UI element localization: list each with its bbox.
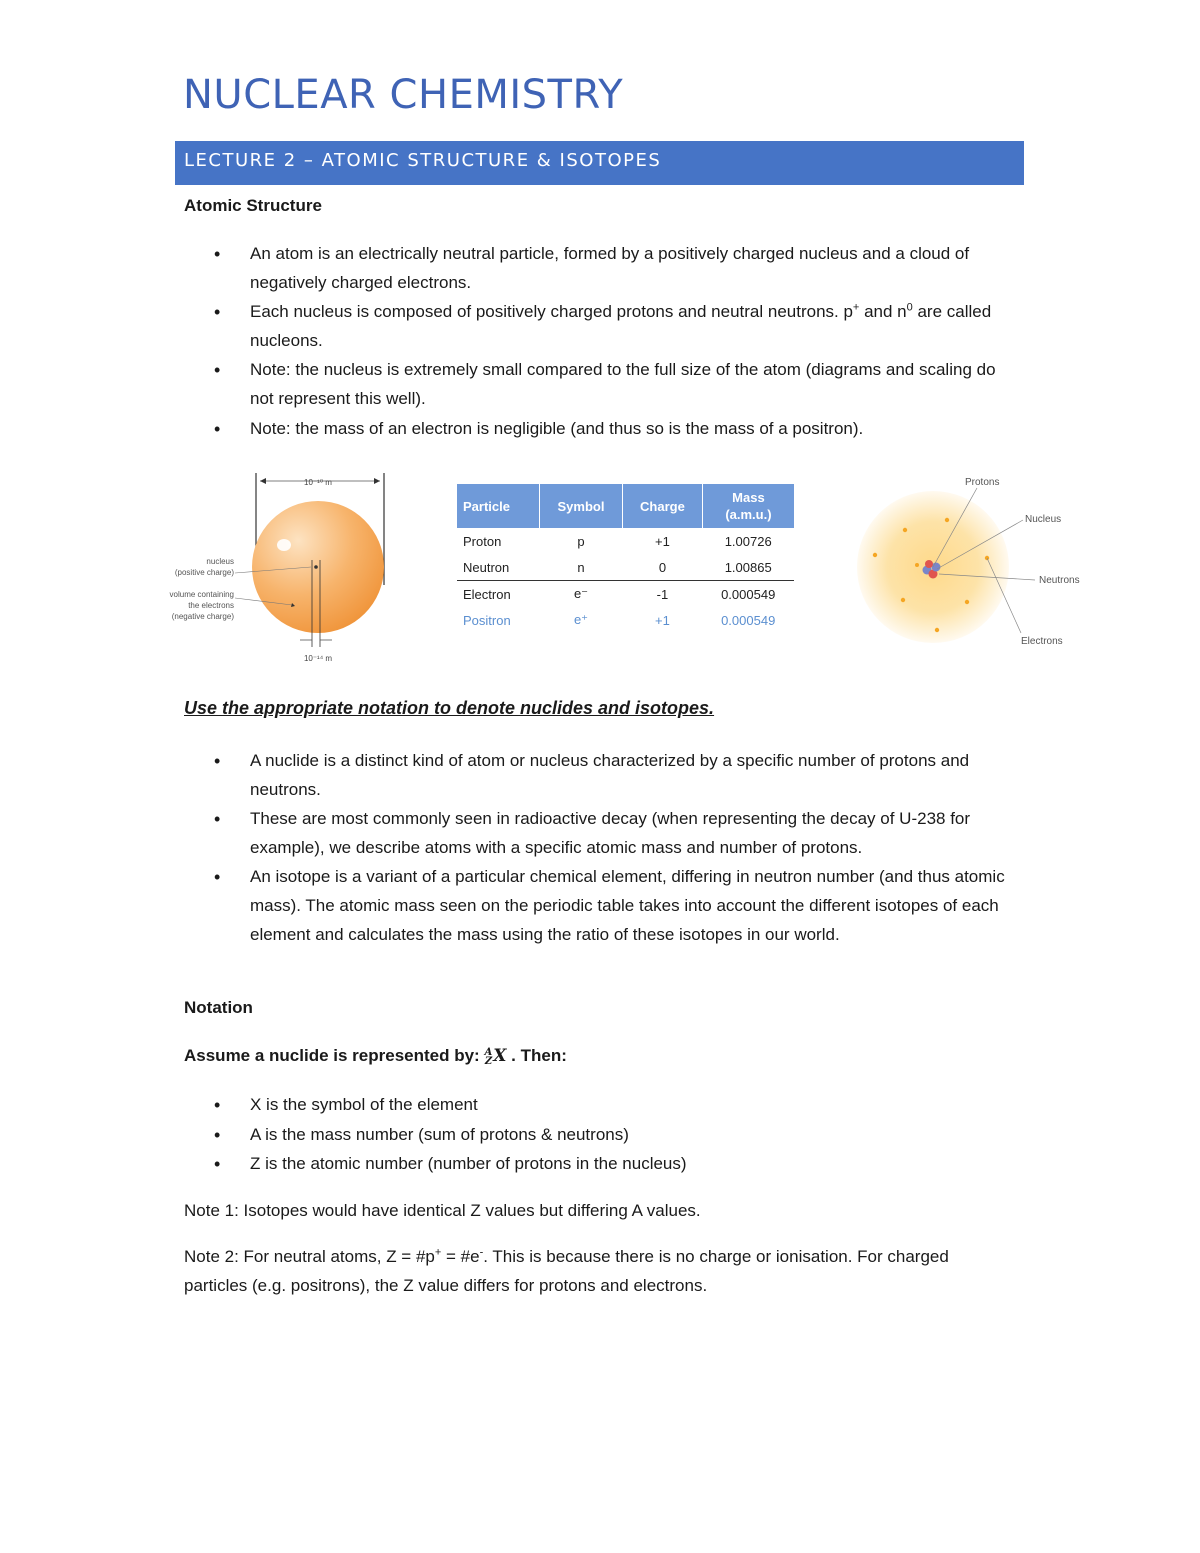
cell-symbol: e⁻ [573,586,589,601]
assumption-text: Assume a nuclide is represented by: [184,1046,485,1065]
table-row [457,607,794,633]
superscript: + [434,1246,442,1259]
cell-symbol: e⁺ [573,612,589,627]
neutrons-label: Neutrons [1039,575,1080,586]
cell-particle: Neutron [457,554,540,581]
volume-label: volume containing [169,590,234,599]
volume-electrons-label: the electrons [188,601,234,610]
atom-sphere [252,501,384,633]
atomic-number-script: Z [484,1055,493,1067]
nuclide-scripts [484,1048,492,1066]
cell-charge: +1 [655,533,670,549]
header-charge: Charge [622,484,702,528]
top-dimension-label: 10⁻¹⁰ m [304,478,332,487]
cell-mass: 0.000549 [721,612,776,628]
note-2 [184,1243,1014,1300]
cell-mass: 0.000549 [721,586,776,602]
mass-number-script: A [484,1046,493,1058]
list-item: • A is the mass number (sum of protons & neutrons) [184,1121,1014,1150]
bullet-text: are called nucleons. [250,302,992,350]
page-title: NUCLEAR CHEMISTRY [183,72,624,118]
cell-charge: +1 [655,612,670,628]
notation-heading: Notation [184,998,253,1017]
cell-particle: Proton [463,533,502,549]
table-header-row [457,484,794,528]
cell-mass: 1.00726 [724,533,772,549]
header-particle: Particle [457,484,540,528]
assumption-text: . Then: [506,1046,567,1065]
atom-size-diagram [160,465,400,670]
nuclides-list [184,747,1014,950]
list-item: • Z is the atomic number (number of protons in the nucleus) [184,1150,1014,1179]
superscript: + [852,301,860,314]
header-mass-label: Mass [732,490,765,505]
superscript: - [479,1246,484,1259]
element-symbol: X [493,1046,507,1066]
header-mass [702,484,794,528]
table-row [457,554,794,581]
nucleus-charge-label: (positive charge) [174,568,234,577]
cell-charge: -1 [656,586,669,602]
cell-mass: 1.00865 [702,554,794,581]
atomic-structure-list [184,240,1014,444]
list-item: • An atom is an electrically neutral particle, formed by a positively charged nucleus and a cloud of negatively charged electrons. [184,240,1014,297]
notation-list [184,1091,1014,1180]
note-text: = #e [441,1247,480,1266]
cell-symbol: n [540,554,623,581]
nucleus-proton [925,560,933,568]
table-row [457,528,794,554]
note-1: Note 1: Isotopes would have identical Z values but differing A values. [184,1201,701,1220]
list-item: • Note: the mass of an electron is negligible (and thus so is the mass of a positron). [184,415,1014,444]
cell-particle: Electron [463,586,511,602]
list-item: • These are most commonly seen in radioactive decay (when representing the decay of U-238 for example), we describe atoms with a specific atomic mass and number of protons. [184,805,1014,862]
note-text: Note 2: For neutral atoms, Z = #p [184,1247,435,1266]
list-item: • A nuclide is a distinct kind of atom or nucleus characterized by a specific number of protons and neutrons. [184,747,1014,804]
cell-charge: 0 [622,554,702,581]
list-item: • Note: the nucleus is extremely small compared to the full size of the atom (diagrams and scaling do not represent this well). [184,356,1014,413]
note-text: . This is because there is no charge or ionisation. For charged particles (e.g. positrons), the Z value differs for protons and electrons. [184,1247,949,1295]
protons-label: Protons [965,477,1000,488]
table-row [457,581,794,608]
list-item [184,298,1014,355]
lecture-title-bar: LECTURE 2 – ATOMIC STRUCTURE & ISOTOPES [175,141,1024,185]
header-mass-unit: (a.m.u.) [725,507,772,522]
nuclides-heading: Use the appropriate notation to denote nuclides and isotopes. [184,698,715,718]
list-item: • An isotope is a variant of a particular chemical element, differing in neutron number (and thus atomic mass). The atomic mass seen on the periodic table takes into account the different isotopes of each element and calculates the mass using the ratio of these isotopes in our world. [184,863,1014,949]
particle-table [457,484,794,633]
notation-assumption [184,1042,1014,1071]
bullet-text: and n [859,302,907,322]
header-symbol: Symbol [540,484,623,528]
cell-particle: Positron [463,612,511,628]
bullet-text: Each nucleus is composed of positively charged protons and neutral neutrons. p [250,302,853,322]
nuclide-symbol [484,1046,506,1066]
superscript: 0 [906,301,913,314]
nucleus-label: Nucleus [1025,514,1062,525]
electrons-label: Electrons [1021,636,1063,647]
atomic-structure-heading: Atomic Structure [184,196,322,215]
cell-symbol: p [577,533,585,549]
bottom-dimension-label: 10⁻¹⁴ m [303,654,333,663]
volume-charge-label: (negative charge) [171,612,234,621]
nucleus-label: nucleus [206,557,234,566]
list-item: • X is the symbol of the element [184,1091,1014,1120]
atom-illustration [855,470,1095,655]
